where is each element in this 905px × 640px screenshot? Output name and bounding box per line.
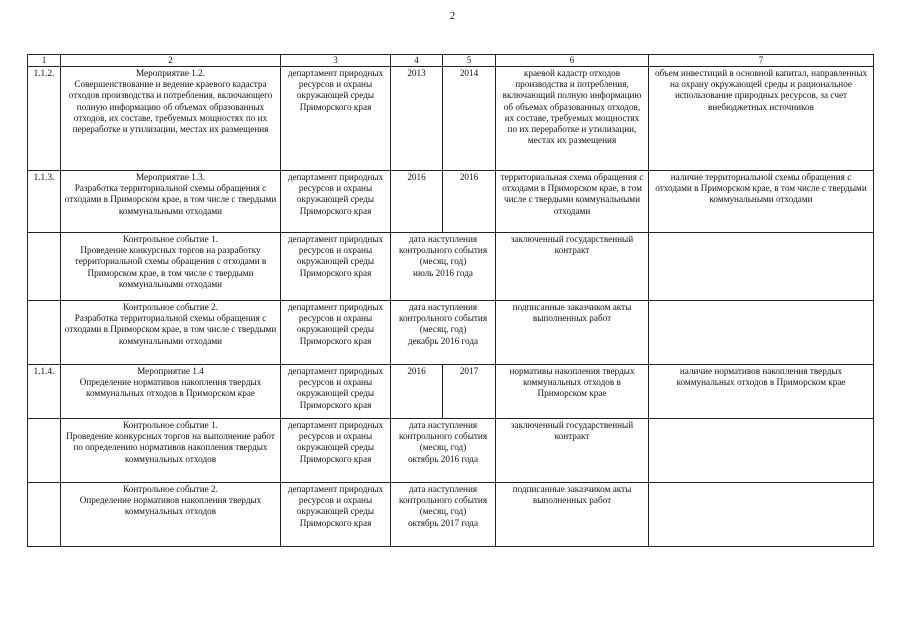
event-date-label: дата наступления контрольного события (месяц, год) (398, 233, 488, 267)
event-cell (61, 482, 281, 546)
event-text: Разработка территориальной схемы обращения с отходами в Приморском крае, в том числе с твердыми коммунальными отходами (64, 313, 277, 346)
table-row (28, 232, 874, 300)
indicator-cell: наличие территориальной схемы обращения с отходами в Приморском крае, в том числе с твердыми коммунальными отходами (649, 170, 874, 232)
column-header: 5 (443, 55, 496, 67)
result-cell: территориальная схема обращения с отходами в Приморском крае, в том числе с твердыми коммунальными отходами (496, 170, 649, 232)
event-date: октябрь 2016 года (407, 453, 479, 464)
activity-title: Мероприятие 1.2. (135, 67, 206, 78)
column-header: 3 (281, 55, 391, 67)
executor-cell: департамент природных ресурсов и охраны окружающей среды Приморского края (281, 170, 391, 232)
end-year: 2016 (443, 170, 496, 232)
activity-title: Мероприятие 1.3. (135, 171, 206, 182)
executor-cell: департамент природных ресурсов и охраны окружающей среды Приморского края (281, 232, 391, 300)
event-date: октябрь 2017 года (407, 517, 479, 528)
event-date-cell (391, 482, 496, 546)
event-text: Проведение конкурсных торгов на выполнение работ по определению нормативов накопления твердых коммунальных отходов (66, 431, 275, 464)
event-title: Контрольное событие 2. (123, 483, 218, 494)
executor-cell: департамент природных ресурсов и охраны окружающей среды Приморского края (281, 66, 391, 170)
table-row (28, 482, 874, 546)
result-cell: подписанные заказчиком акты выполненных работ (496, 482, 649, 546)
end-year: 2014 (443, 66, 496, 170)
executor-cell: департамент природных ресурсов и охраны окружающей среды Приморского края (281, 300, 391, 364)
indicator-cell: объем инвестиций в основной капитал, направленных на охрану окружающей среды и рациональное использование природных ресурсов, за счет внебюджетных источников (649, 66, 874, 170)
start-year: 2016 (391, 170, 443, 232)
column-header: 7 (649, 55, 874, 67)
activities-table (27, 54, 874, 547)
page-number: 2 (449, 10, 456, 22)
empty-cell (649, 418, 874, 482)
column-header: 2 (61, 55, 281, 67)
event-date: декабрь 2016 года (407, 335, 479, 346)
result-cell: подписанные заказчиком акты выполненных работ (496, 300, 649, 364)
empty-cell (28, 482, 61, 546)
event-cell (61, 300, 281, 364)
empty-cell (28, 232, 61, 300)
activity-cell (61, 364, 281, 418)
event-text: Проведение конкурсных торгов на разработку территориальной схемы обращения с отходами в Приморском крае, в том числе с твердыми коммунальными отходами (74, 245, 267, 289)
event-date-label: дата наступления контрольного события (месяц, год) (398, 301, 488, 335)
event-date-cell (391, 232, 496, 300)
event-date-cell (391, 300, 496, 364)
result-cell: краевой кадастр отходов производства и потребления, включающий полную информацию об объемах образованных отходов, их составе, требуемых мощностях по их переработке и утилизации, местах их размещения (496, 66, 649, 170)
result-cell: нормативы накопления твердых коммунальных отходов в Приморском крае (496, 364, 649, 418)
activity-cell (61, 170, 281, 232)
row-number: 1.1.2. (28, 66, 61, 170)
empty-cell (28, 418, 61, 482)
empty-cell (649, 300, 874, 364)
column-header: 1 (28, 55, 61, 67)
event-cell (61, 418, 281, 482)
executor-cell: департамент природных ресурсов и охраны окружающей среды Приморского края (281, 418, 391, 482)
event-date-label: дата наступления контрольного события (месяц, год) (398, 483, 488, 517)
row-number: 1.1.4. (28, 364, 61, 418)
activity-text: Совершенствование и ведение краевого кадастра отходов производства и потребления, включающего полную информацию об объемах образованных отходов, их составе, требуемых мощностях по их переработке и утилизации, местах их размещения (68, 79, 273, 135)
activity-title: Мероприятие 1.4 (137, 365, 204, 376)
event-title: Контрольное событие 1. (123, 419, 218, 430)
result-cell: заключенный государственный контракт (496, 232, 649, 300)
event-cell (61, 232, 281, 300)
activity-text: Разработка территориальной схемы обращения с отходами в Приморском крае, в том числе с твердыми коммунальными отходами (64, 183, 277, 216)
event-title: Контрольное событие 2. (123, 301, 218, 312)
activity-text: Определение нормативов накопления твердых коммунальных отходов в Приморском крае (79, 377, 262, 399)
activity-cell (61, 66, 281, 170)
empty-cell (649, 482, 874, 546)
empty-cell (28, 300, 61, 364)
event-title: Контрольное событие 1. (123, 233, 218, 244)
table-row (28, 300, 874, 364)
column-header: 6 (496, 55, 649, 67)
empty-cell (649, 232, 874, 300)
table-row (28, 418, 874, 482)
table-row (28, 170, 874, 232)
result-cell: заключенный государственный контракт (496, 418, 649, 482)
executor-cell: департамент природных ресурсов и охраны окружающей среды Приморского края (281, 364, 391, 418)
event-date-cell (391, 418, 496, 482)
event-date-label: дата наступления контрольного события (месяц, год) (398, 419, 488, 453)
event-text: Определение нормативов накопления твердых коммунальных отходов (79, 495, 262, 517)
row-number: 1.1.3. (28, 170, 61, 232)
event-date: июль 2016 года (413, 267, 473, 278)
table-row (28, 364, 874, 418)
header-row (28, 55, 874, 67)
start-year: 2013 (391, 66, 443, 170)
start-year: 2016 (391, 364, 443, 418)
end-year: 2017 (443, 364, 496, 418)
table-row (28, 66, 874, 170)
column-header: 4 (391, 55, 443, 67)
executor-cell: департамент природных ресурсов и охраны окружающей среды Приморского края (281, 482, 391, 546)
indicator-cell: наличие нормативов накопления твердых коммунальных отходов в Приморском крае (649, 364, 874, 418)
